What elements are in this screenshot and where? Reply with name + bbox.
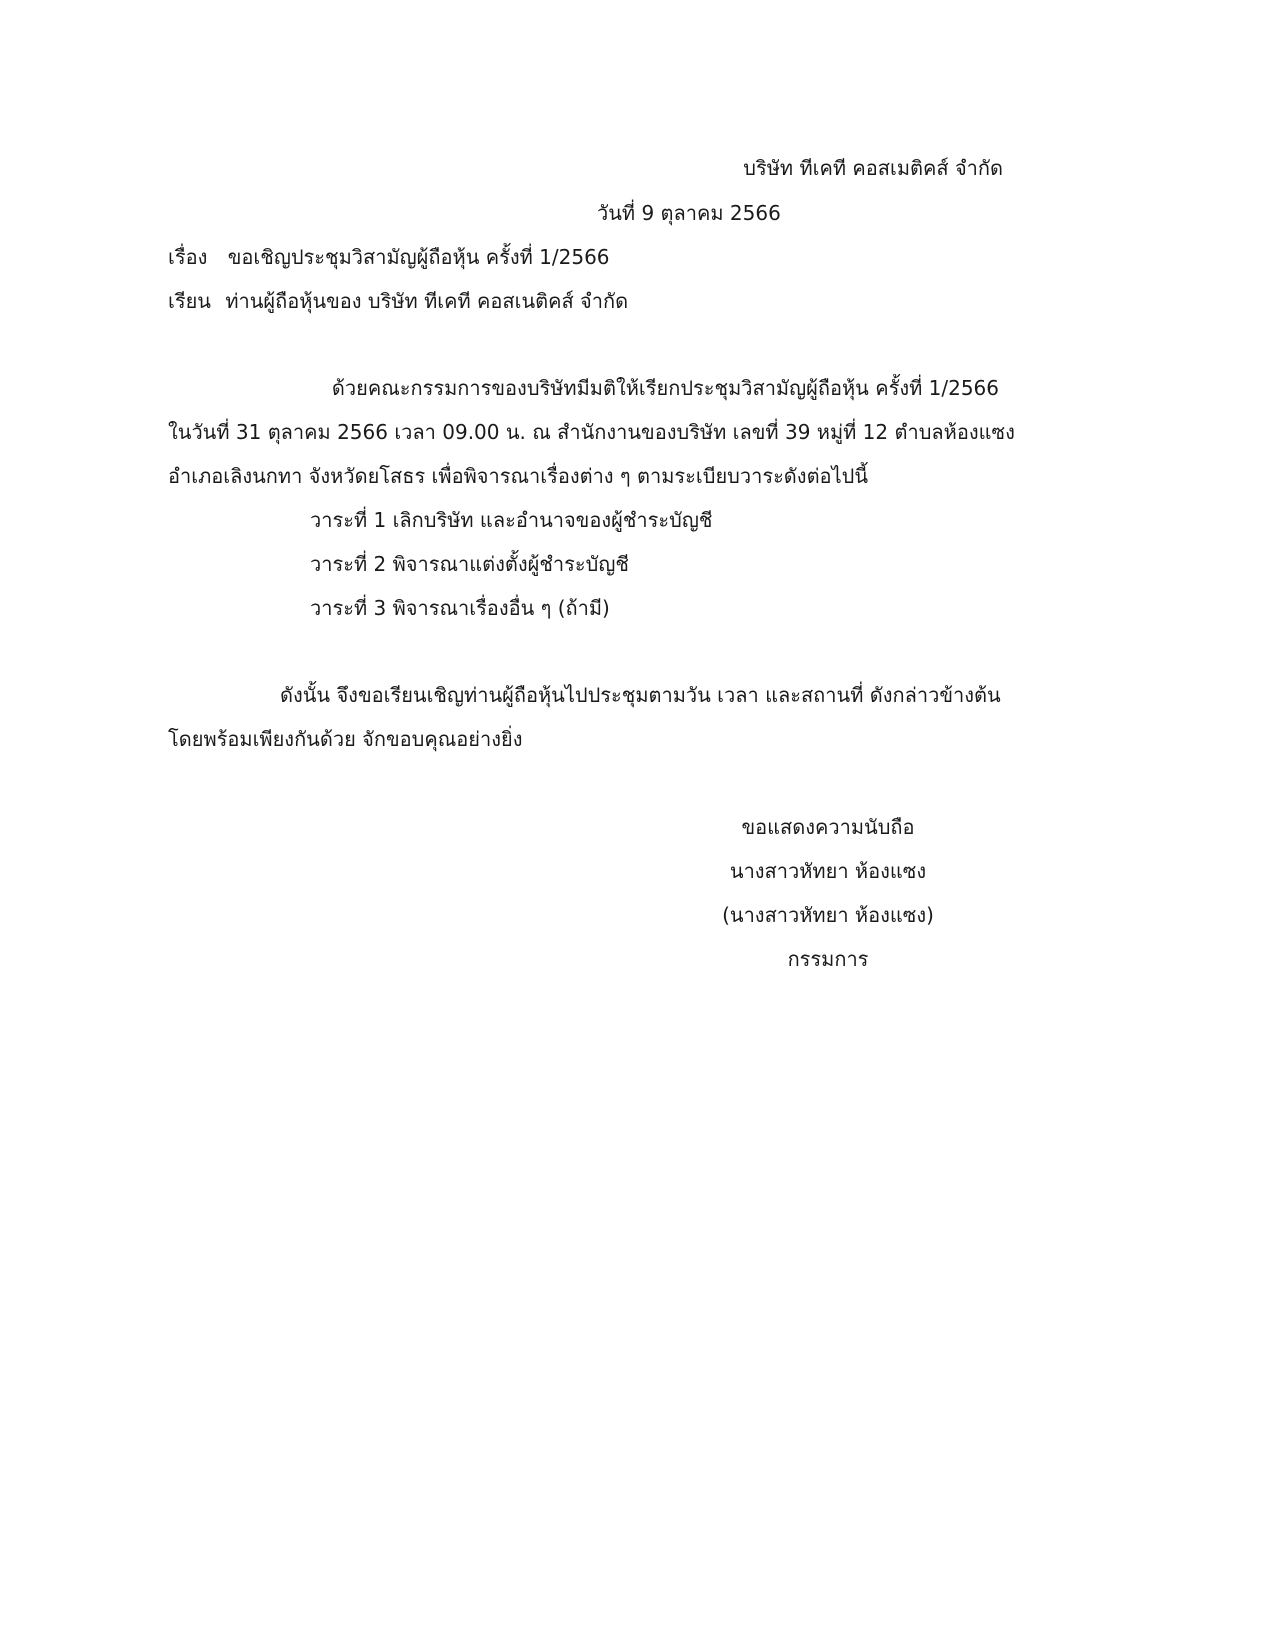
body-para1-line1: ด้วยคณะกรรมการของบริษัทมีมติให้เรียกประชุมวิสามัญผู้ถือหุ้น ครั้งที่ 1/2566 xyxy=(331,376,999,400)
body-para1-line3: อำเภอเลิงนกทา จังหวัดยโสธร เพื่อพิจารณาเรื่องต่าง ๆ ตามระเบียบวาระดังต่อไปนี้ xyxy=(168,464,868,488)
subject-label: เรื่อง xyxy=(168,245,208,269)
body-para2-line1: ดังนั้น จึงขอเรียนเชิญท่านผู้ถือหุ้นไปประชุมตามวัน เวลา และสถานที่ ดังกล่าวข้างต้น xyxy=(280,683,1001,707)
recipient-line xyxy=(168,287,628,315)
agenda-item-2: วาระที่ 2 พิจารณาแต่งตั้งผู้ชำระบัญชี xyxy=(310,552,629,576)
subject-line xyxy=(168,243,610,271)
agenda-item-3: วาระที่ 3 พิจารณาเรื่องอื่น ๆ (ถ้ามี) xyxy=(310,596,610,620)
agenda-item-1: วาระที่ 1 เลิกบริษัท และอำนาจของผู้ชำระบัญชี xyxy=(310,508,713,532)
closing-salutation: ขอแสดงความนับถือ xyxy=(741,815,915,839)
body-para1-line2: ในวันที่ 31 ตุลาคม 2566 เวลา 09.00 น. ณ สำนักงานของบริษัท เลขที่ 39 หมู่ที่ 12 ตำบลห้องแซง xyxy=(168,420,1015,444)
signatory-position: กรรมการ xyxy=(787,947,869,971)
printed-name: (นางสาวหัทยา ห้องแซง) xyxy=(722,903,934,927)
subject-text: ขอเชิญประชุมวิสามัญผู้ถือหุ้น ครั้งที่ 1/2566 xyxy=(227,245,610,269)
recipient-text: ท่านผู้ถือหุ้นของ บริษัท ทีเคที คอสเนติคส์ จำกัด xyxy=(225,289,629,313)
recipient-label: เรียน xyxy=(168,289,211,313)
company-header: บริษัท ทีเคที คอสเมติคส์ จำกัด xyxy=(743,156,1003,180)
signature: นางสาวหัทยา ห้องแซง xyxy=(729,859,927,883)
body-para2-line2: โดยพร้อมเพียงกันด้วย จักขอบคุณอย่างยิ่ง xyxy=(168,727,523,751)
letter-date: วันที่ 9 ตุลาคม 2566 xyxy=(597,201,781,225)
